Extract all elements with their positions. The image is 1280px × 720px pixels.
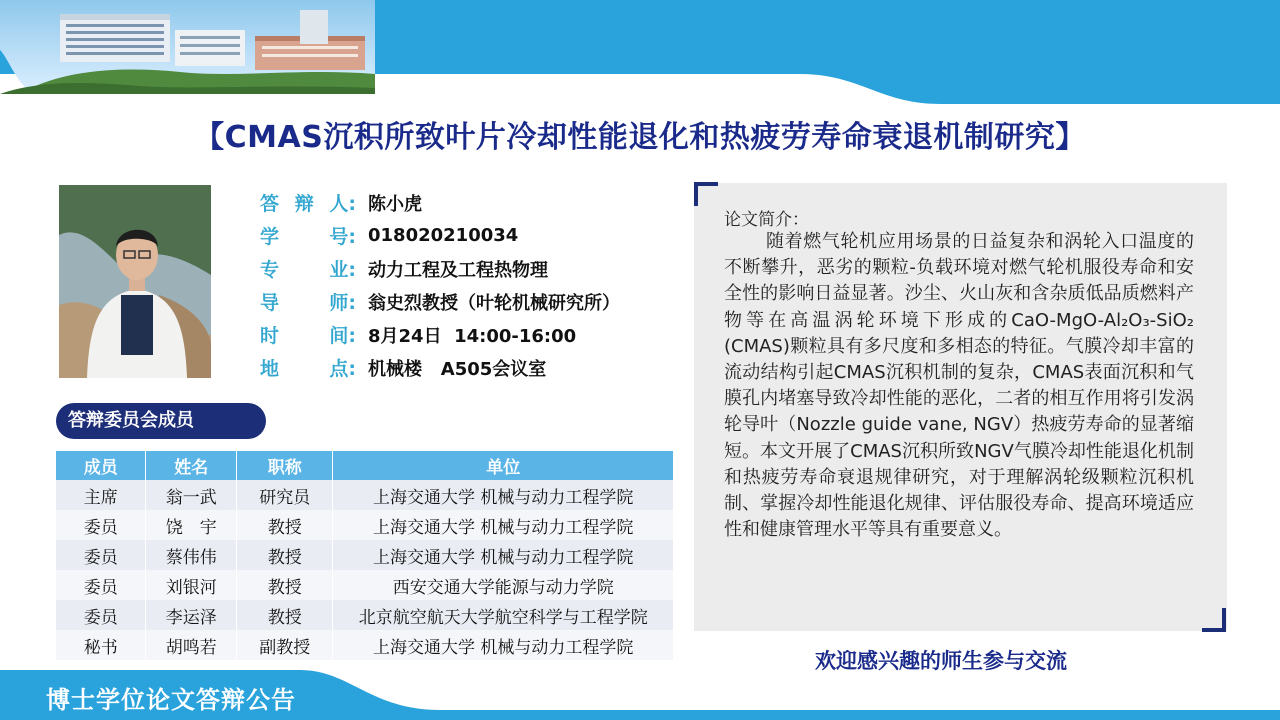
table-row [56, 480, 674, 510]
info-row-time [260, 318, 620, 351]
table-cell: 胡鸣若 [146, 630, 237, 660]
table-cell: 教授 [237, 540, 333, 570]
committee-heading: 答辩委员会成员 [56, 403, 266, 439]
campus-photo [0, 0, 375, 94]
table-cell: 委员 [56, 510, 146, 540]
info-label: 时 间: [260, 325, 356, 347]
welcome-message: 欢迎感兴趣的师生参与交流 [815, 649, 1067, 673]
table-cell: 刘银河 [146, 570, 237, 600]
column-header: 姓名 [146, 451, 237, 480]
header-band [0, 0, 1280, 104]
info-value: 动力工程及工程热物理 [368, 259, 548, 281]
info-row-advisor [260, 285, 620, 318]
table-row [56, 630, 674, 660]
table-cell: 蔡伟伟 [146, 540, 237, 570]
candidate-photo [59, 185, 211, 378]
info-label: 答 辩 人: [260, 193, 356, 215]
table-cell: 秘书 [56, 630, 146, 660]
info-value: 陈小虎 [368, 193, 422, 215]
info-value: 翁史烈教授（叶轮机械研究所） [368, 292, 620, 314]
column-header: 单位 [333, 451, 674, 480]
candidate-info [260, 186, 620, 384]
table-cell: 上海交通大学 机械与动力工程学院 [333, 540, 674, 570]
table-cell: 委员 [56, 600, 146, 630]
column-header: 成员 [56, 451, 146, 480]
committee-table [56, 451, 674, 660]
table-cell: 研究员 [237, 480, 333, 510]
table-cell: 教授 [237, 600, 333, 630]
table-row [56, 570, 674, 600]
table-cell: 副教授 [237, 630, 333, 660]
info-row-student-id [260, 219, 620, 252]
table-row [56, 510, 674, 540]
footer-title: 博士学位论文答辩公告 [46, 685, 296, 714]
info-label: 地 点: [260, 358, 356, 380]
info-value: 8月24日 14:00-16:00 [368, 325, 577, 347]
table-cell: 上海交通大学 机械与动力工程学院 [333, 630, 674, 660]
table-cell: 李运泽 [146, 600, 237, 630]
table-cell: 教授 [237, 570, 333, 600]
table-cell: 西安交通大学能源与动力学院 [333, 570, 674, 600]
table-row [56, 600, 674, 630]
table-cell: 主席 [56, 480, 146, 510]
page-title: 【CMAS沉积所致叶片冷却性能退化和热疲劳寿命衰退机制研究】 [194, 120, 1086, 155]
info-label: 导 师: [260, 292, 356, 314]
table-cell: 委员 [56, 570, 146, 600]
table-cell: 翁一武 [146, 480, 237, 510]
abstract-body: 随着燃气轮机应用场景的日益复杂和涡轮入口温度的不断攀升，恶劣的颗粒-负载环境对燃气轮机服役寿命和安全性的影响日益显著。沙尘、火山灰和含杂质低品质燃料产物等在高温涡轮环境下形成的CaO-MgO-Al₂O₃-SiO₂ (CMAS)颗粒具有多尺度和多相态的特征。气膜冷却丰富的流动结构引起CMAS沉积机制的复杂，CMAS表面沉积和气膜孔内堵塞导致冷却性能的恶化，二者的相互作用将引发涡轮导叶（Nozzle guide vane, NGV）热疲劳寿命的显著缩短。本文开展了CMAS沉积所致NGV气膜冷却性能退化机制和热疲劳寿命衰退规律研究，对于理解涡轮级颗粒沉积机制、掌握冷却性能退化规律、评估服役寿命、提高环境适应性和健康管理水平等具有重要意义。 [724, 231, 1194, 541]
table-cell: 委员 [56, 540, 146, 570]
abstract-heading: 论文简介： [724, 210, 809, 230]
info-row-major [260, 252, 620, 285]
table-cell: 教授 [237, 510, 333, 540]
corner-bracket-top-left [694, 182, 718, 206]
table-cell: 饶 宇 [146, 510, 237, 540]
table-cell: 上海交通大学 机械与动力工程学院 [333, 480, 674, 510]
info-label: 学 号: [260, 226, 356, 248]
table-row [56, 540, 674, 570]
info-row-location [260, 351, 620, 384]
info-value: 018020210034 [368, 225, 519, 246]
table-cell: 上海交通大学 机械与动力工程学院 [333, 510, 674, 540]
column-header: 职称 [237, 451, 333, 480]
table-header-row [56, 451, 674, 480]
table-cell: 北京航空航天大学航空科学与工程学院 [333, 600, 674, 630]
corner-bracket-bottom-right [1202, 608, 1226, 632]
info-label: 专 业: [260, 259, 356, 281]
info-row-defender [260, 186, 620, 219]
info-value: 机械楼 A505会议室 [368, 358, 547, 380]
